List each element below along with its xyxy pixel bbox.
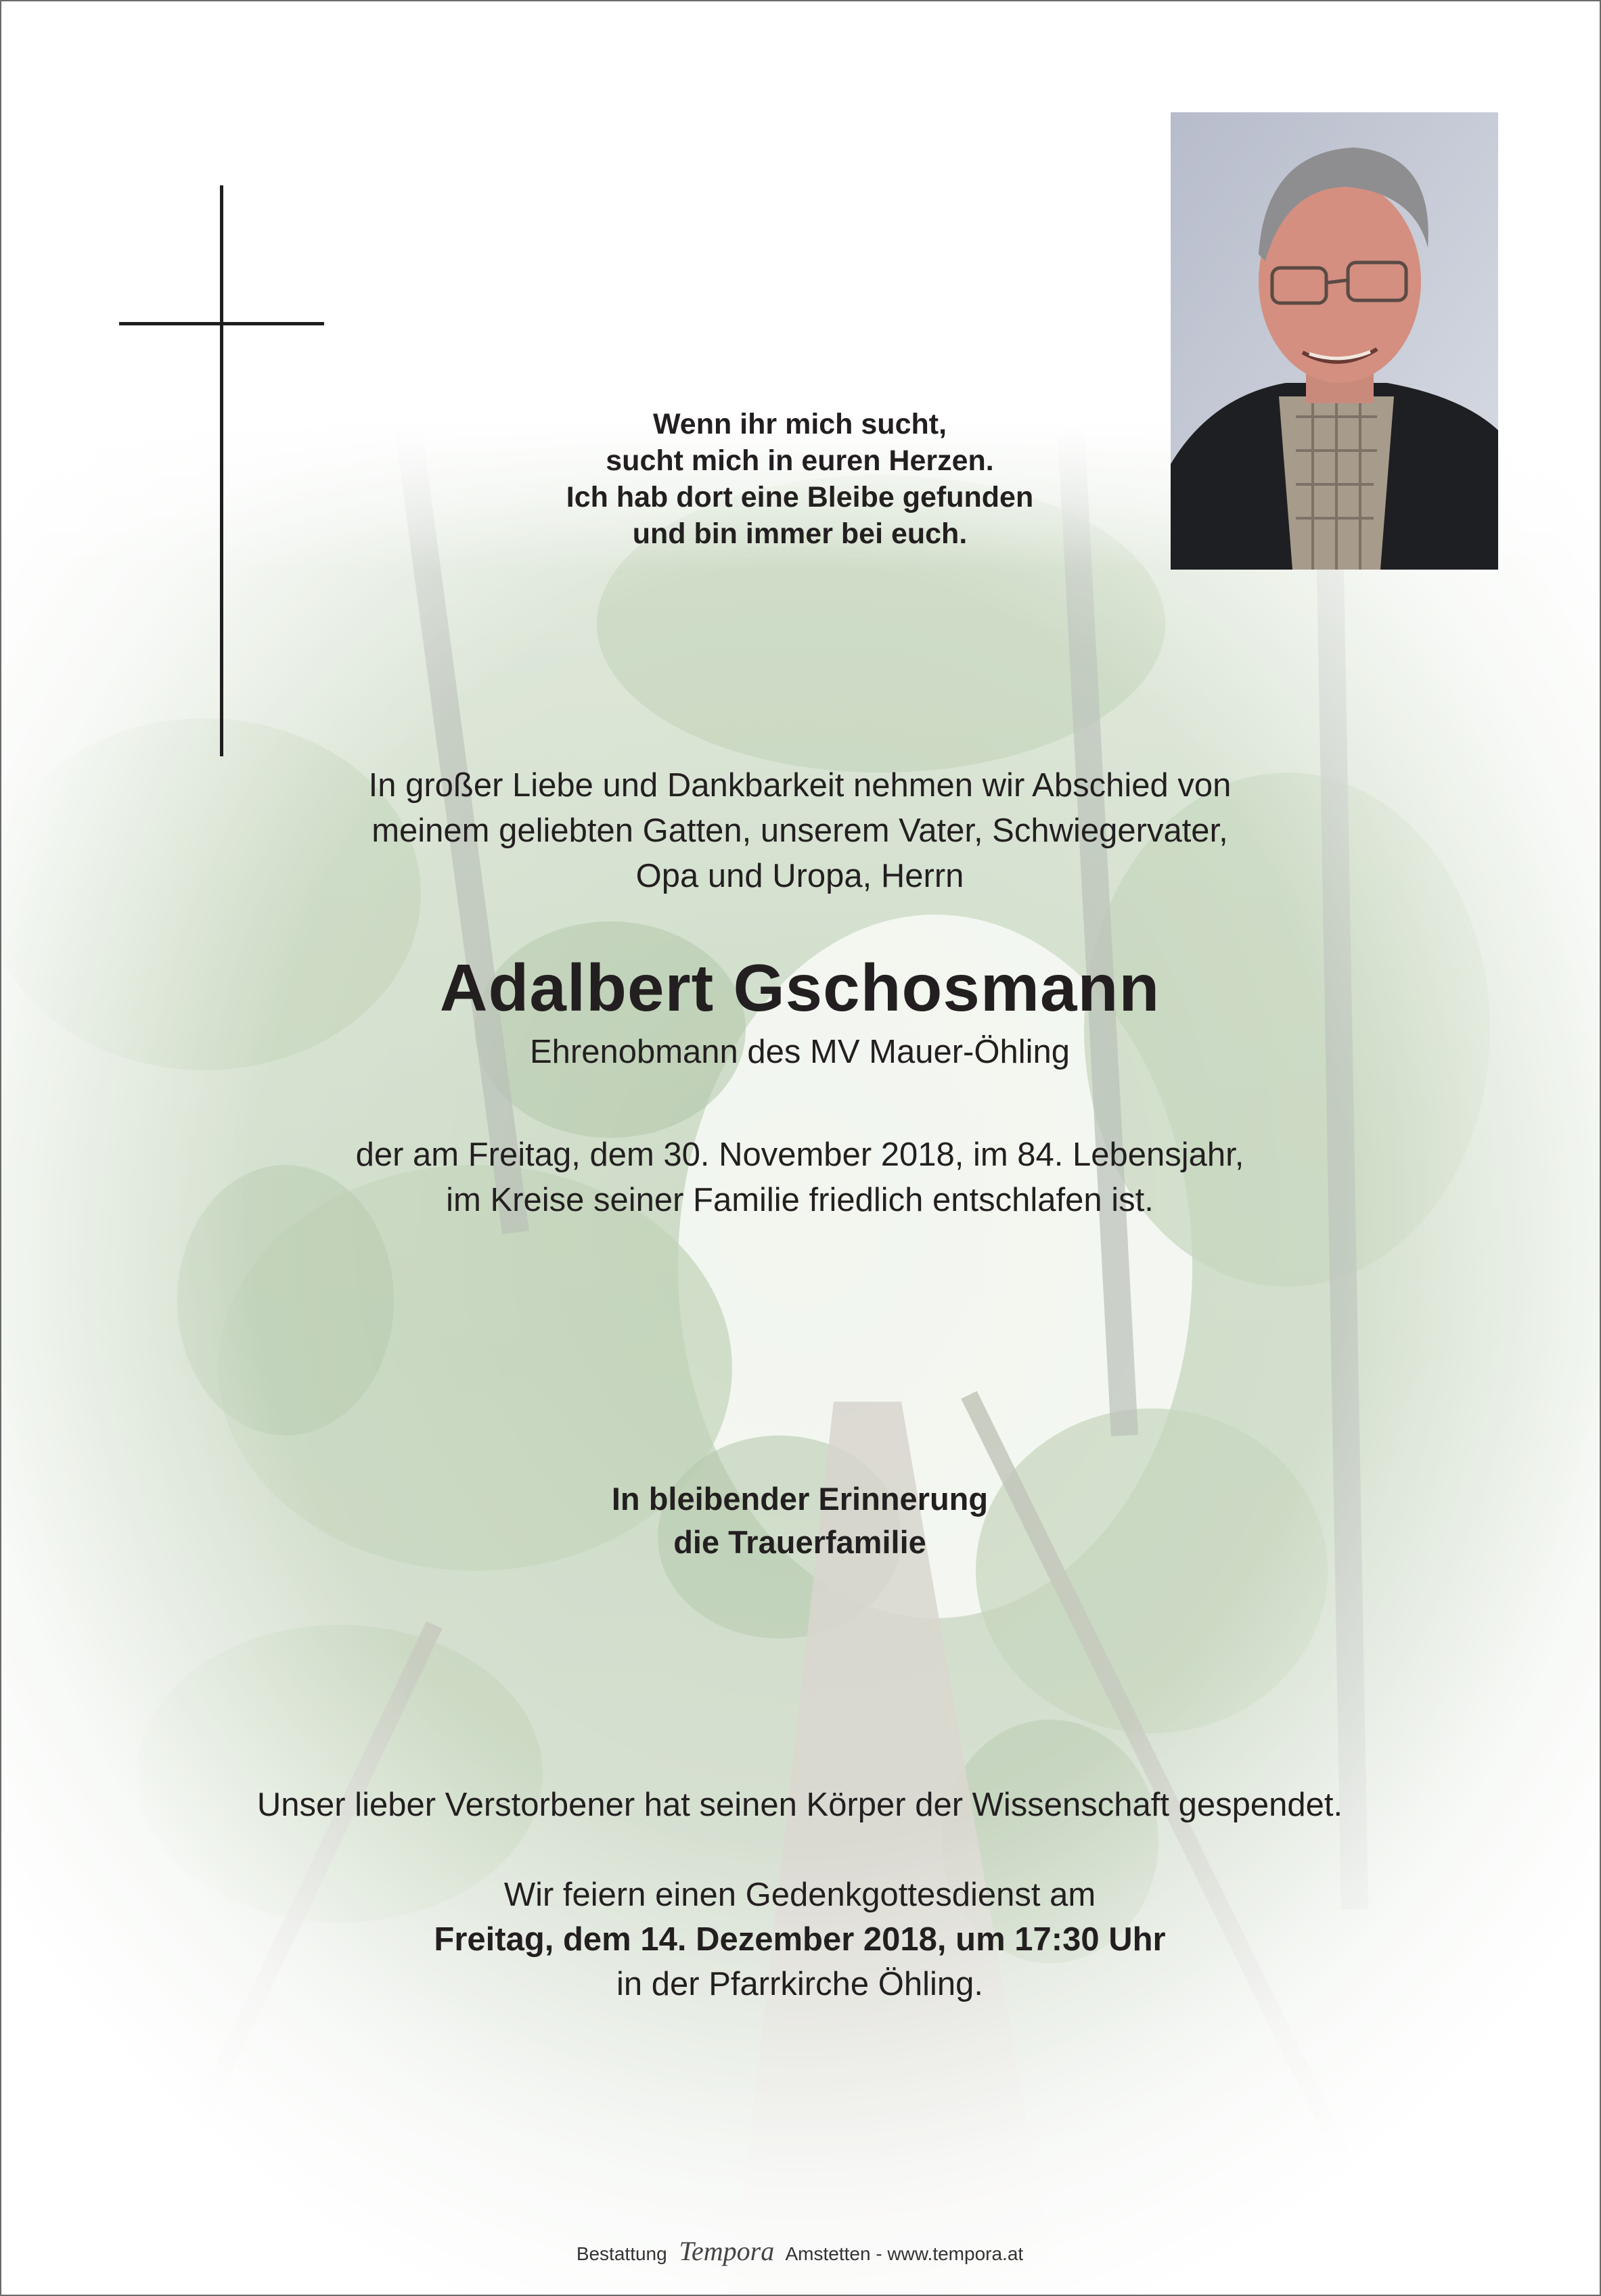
service-date: Freitag, dem 14. Dezember 2018, um 17:30 Uhr [434,1921,1166,1958]
cross-icon [220,185,223,756]
service-location: in der Pfarrkirche Öhling. [616,1966,983,2002]
death-line: im Kreise seiner Familie friedlich entschlafen ist. [446,1182,1154,1218]
intro-line: Opa und Uropa, Herrn [635,858,964,894]
portrait-photo [1171,112,1498,570]
service-line: Wir feiern einen Gedenkgottesdienst am [503,1877,1096,1913]
intro-text [204,763,1395,899]
memory-signature [407,1477,1192,1564]
footer-credit [272,2238,1328,2268]
memory-line: In bleibender Erinnerung [611,1481,989,1517]
death-notice [177,1132,1422,1223]
memory-line: die Trauerfamilie [673,1524,926,1560]
verse-line: sucht mich in euren Herzen. [606,444,994,477]
deceased-name: Adalbert Gschosmann [439,950,1160,1025]
verse-line: und bin immer bei euch. [632,518,968,550]
footer-prefix: Bestattung [576,2243,667,2264]
footer-link[interactable]: Amstetten - www.tempora.at [785,2243,1024,2264]
forest-path-background [1,421,1600,2295]
verse-line: Wenn ihr mich sucht, [652,408,947,440]
footer-brand-logo: Tempora [679,2236,775,2266]
verse-line: Ich hab dort eine Bleibe gefunden [566,481,1034,513]
verse-text [489,406,1111,552]
intro-line: meinem geliebten Gatten, unserem Vater, Schwiegervater, [371,812,1228,849]
death-line: der am Freitag, dem 30. November 2018, im 84. Lebensjahr, [355,1136,1244,1173]
service-notice [177,1873,1422,2006]
intro-line: In großer Liebe und Dankbarkeit nehmen wir Abschied von [368,767,1232,804]
cross-icon-bar [119,322,324,325]
donation-notice: Unser lieber Verstorbener hat seinen Körper der Wissenschaft gespendet. [256,1787,1343,1823]
deceased-title: Ehrenobmann des MV Mauer-Öhling [529,1034,1070,1070]
